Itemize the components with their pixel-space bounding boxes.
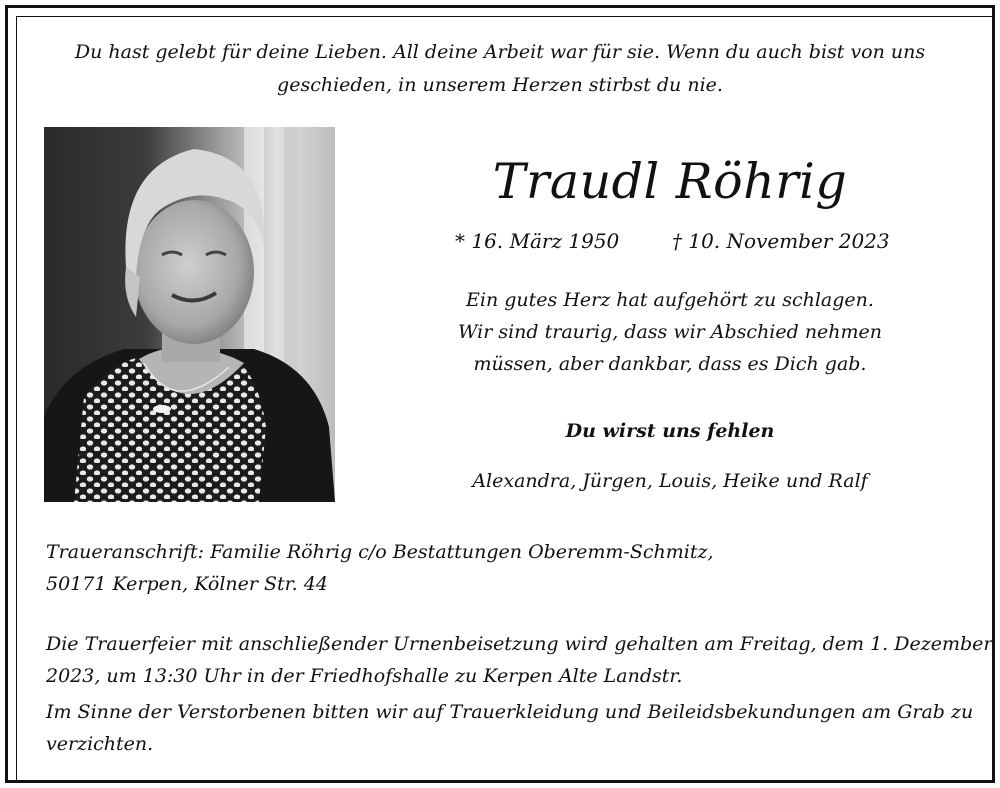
portrait-photo — [44, 127, 335, 502]
intro-verse — [40, 36, 960, 102]
request-line-1: Im Sinne der Verstorbenen bitten wir auf Trauerkleidung und Beileidsbekundungen am Grab zu — [46, 701, 974, 723]
poem-line-1: Ein gutes Herz hat aufgehört zu schlagen. — [466, 289, 874, 311]
family-request — [46, 696, 974, 760]
poem-line-3: müssen, aber dankbar, dass es Dich gab. — [473, 353, 867, 375]
address-line-2: 50171 Kerpen, Kölner Str. 44 — [46, 573, 328, 595]
intro-verse-line-1: Du hast gelebt für deine Lieben. All deine Arbeit war für sie. Wenn du auch bist von uns — [74, 41, 926, 63]
mourning-address — [46, 536, 966, 600]
ceremony-line-2: 2023, um 13:30 Uhr in der Friedhofshalle zu Kerpen Alte Landstr. — [46, 665, 683, 687]
address-line-1: Traueranschrift: Familie Röhrig c/o Bestattungen Oberemm-Schmitz, — [46, 541, 714, 563]
birth-date: * 16. März 1950 — [455, 229, 620, 253]
intro-verse-line-2: geschieden, in unserem Herzen stirbst du nie. — [277, 74, 723, 96]
ceremony-line-1: Die Trauerfeier mit anschließender Urnenbeisetzung wird gehalten am Freitag, dem 1. Dezember — [46, 633, 993, 655]
ceremony-info — [46, 628, 993, 692]
request-line-2: verzichten. — [46, 733, 154, 755]
farewell-line: Du wirst uns fehlen — [565, 420, 775, 442]
mourners-names: Alexandra, Jürgen, Louis, Heike und Ralf — [472, 470, 868, 492]
death-date: † 10. November 2023 — [672, 229, 890, 253]
poem-line-2: Wir sind traurig, dass wir Abschied nehmen — [457, 321, 883, 343]
memorial-poem — [360, 284, 980, 380]
portrait-illustration — [44, 127, 335, 502]
deceased-name: Traudl Röhrig — [492, 153, 848, 210]
